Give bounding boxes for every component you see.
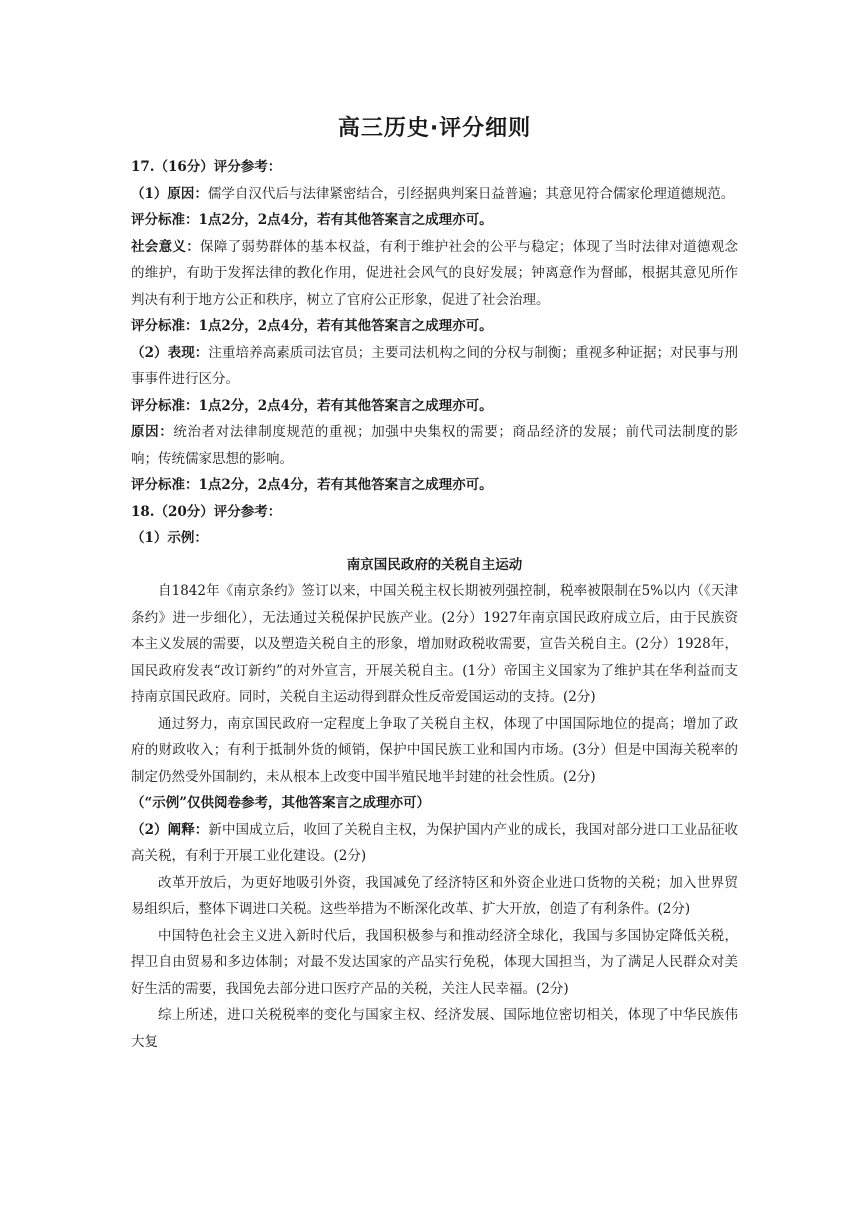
q17-reason-text: 统治者对法律制度规范的重视；加强中央集权的需要；商品经济的发展；前代司法制度的影响；传统儒家思想的影响。 (131, 424, 739, 467)
q17-reason-label: 原因： (131, 424, 174, 440)
q17-part2-text: 注重培养高素质司法官员；主要司法机构之间的分权与制衡；重视多种证据；对民事与刑事事件进行区分。 (131, 344, 738, 387)
q17-part2-label: （2）表现： (131, 344, 209, 361)
q18-part2-explanation (131, 817, 738, 870)
q18-header: 18.（20分）评分参考： (131, 503, 282, 520)
q17-social-significance (131, 234, 738, 314)
q18-example-note: （“示例”仅供阅卷参考，其他答案言之成理亦可） (131, 795, 431, 811)
q17-social-label: 社会意义： (131, 238, 201, 255)
q18-part2-text: 新中国成立后，收回了关税自主权，为保护国内产业的成长，我国对部分进口工业品征收高关税，有利于开展工业化建设。(2分) (131, 821, 738, 864)
q17-part1-reason (131, 181, 738, 208)
q17-header: 17.（16分）评分参考： (131, 159, 282, 175)
q17-scoring-standard-1: 评分标准：1点2分，2点4分，若有其他答案言之成理亦可。 (131, 212, 493, 228)
q17-part2-manifestation (131, 340, 738, 393)
q18-paragraph-summary: 综上所述，进口关税税率的变化与国家主权、经济发展、国际地位密切相关，体现了中华民族伟大复 (131, 1007, 738, 1050)
q18-part2-label: （2）阐释： (131, 821, 209, 838)
q18-example-paragraph-2: 通过努力，南京国民政府一定程度上争取了关税自主权，体现了中国国际地位的提高；增加了政府的财政收入；有利于抵制外货的倾销，保护中国民族工业和国内市场。(3分）但是中国海关税率的制定仍然受外国制约，未从根本上改变中国半殖民地半封建的社会性质。(2分) (131, 715, 738, 785)
page-title: 高三历史·评分细则 (337, 116, 532, 141)
q17-scoring-standard-2: 评分标准：1点2分，2点4分，若有其他答案言之成理亦可。 (131, 318, 493, 334)
q18-example-title: 南京国民政府的关税自主运动 (346, 556, 523, 573)
q17-social-text: 保障了弱势群体的基本权益，有利于维护社会的公平与稳定；体现了当时法律对道德观念的维护，有助于发挥法律的教化作用，促进社会风气的良好发展；钟离意作为督邮，根据其意见所作判决有利于地方公正和秩序，树立了官府公正形象，促进了社会治理。 (131, 238, 739, 308)
document-page (131, 115, 738, 1055)
q18-paragraph-reform: 改革开放后，为更好地吸引外资，我国减免了经济特区和外资企业进口货物的关税；加入世界贸易组织后，整体下调进口关税。这些举措为不断深化改革、扩大开放，创造了有利条件。(2分) (131, 874, 738, 917)
q17-scoring-standard-4: 评分标准：1点2分，2点4分，若有其他答案言之成理亦可。 (131, 477, 493, 493)
q17-part1-text: 儒学自汉代后与法律紧密结合，引经据典判案日益普遍；其意见符合儒家伦理道德规范。 (207, 185, 735, 202)
q18-example-paragraph-1: 自1842年《南京条约》签订以来，中国关税主权长期被列强控制，税率被限制在5%以内（《天津条约》进一步细化），无法通过关税保护民族产业。(2分）1927年南京国民政府成立后，由于民族资本主义发展的需要，以及塑造关税自主的形象，增加财政税收需要，宣告关税自主。(2分）1928年，国民政府发表“改订新约”的对外宣言，开展关税自主。(1分）帝国主义国家为了维护其在华利益而支持南京国民政府。同时，关税自主运动得到群众性反帝爱国运动的支持。(2分) (131, 583, 738, 705)
q18-paragraph-new-era: 中国特色社会主义进入新时代后，我国积极参与和推动经济全球化，我国与多国协定降低关税，捍卫自由贸易和多边体制；对最不发达国家的产品实行免税，体现大国担当，为了满足人民群众对美好生活的需要，我国免去部分进口医疗产品的关税，关注人民幸福。(2分) (131, 927, 738, 997)
q18-example-label: （1）示例： (131, 530, 208, 546)
q17-part2-reason (131, 419, 738, 472)
q17-part1-label: （1）原因： (131, 185, 208, 202)
q17-scoring-standard-3: 评分标准：1点2分，2点4分，若有其他答案言之成理亦可。 (131, 397, 493, 414)
